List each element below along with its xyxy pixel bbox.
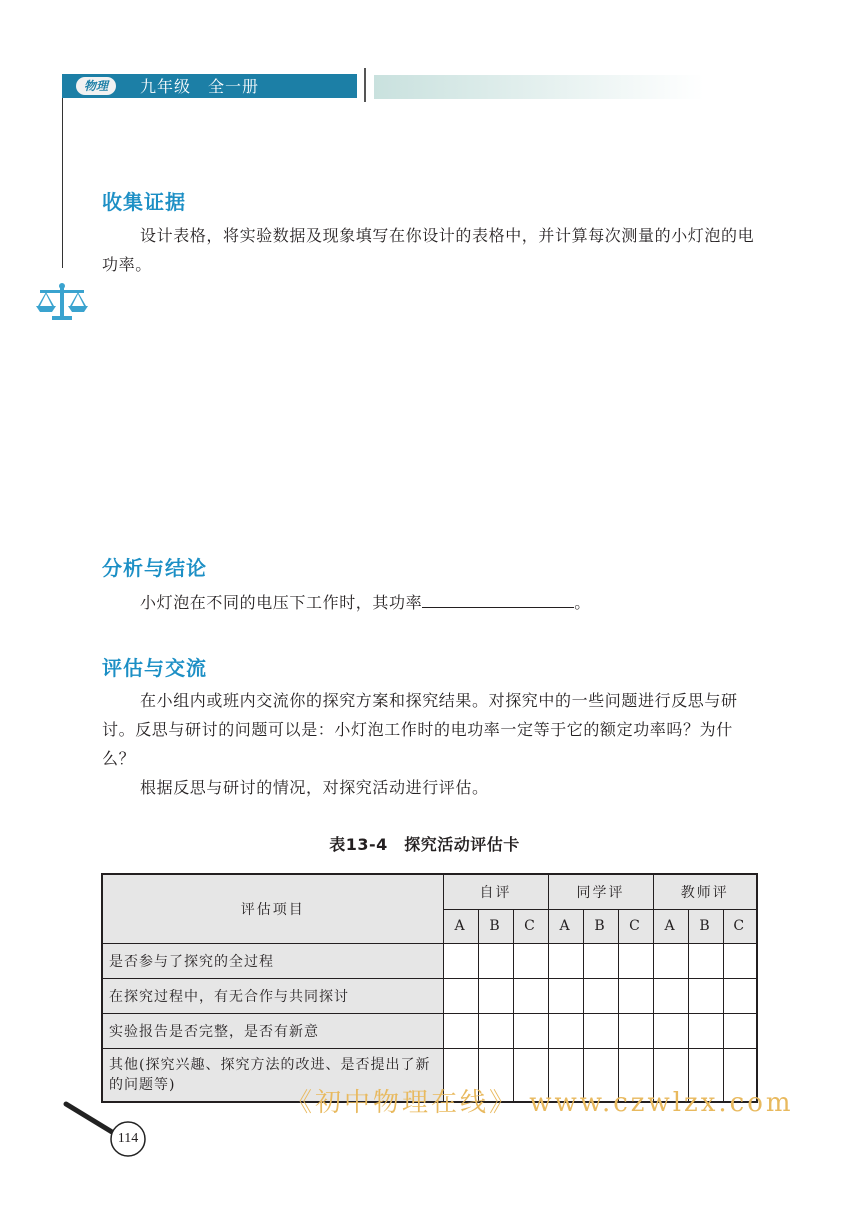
grade-cell[interactable] (478, 1013, 513, 1048)
watermark-text: 《初中物理在线》 www.czwlzx.com (286, 1088, 794, 1118)
group-header-self: 自评 (443, 874, 548, 909)
section-title-analysis: 分析与结论 (102, 556, 207, 580)
item-header: 评估项目 (102, 874, 443, 943)
grade-header: C (723, 909, 757, 943)
grade-cell[interactable] (723, 1013, 757, 1048)
grade-cell[interactable] (513, 943, 548, 978)
grade-header: B (688, 909, 723, 943)
grade-header: B (583, 909, 618, 943)
grade-cell[interactable] (653, 943, 688, 978)
grade-header: A (548, 909, 583, 943)
grade-cell[interactable] (723, 978, 757, 1013)
grade-cell[interactable] (548, 943, 583, 978)
book-title: 九年级 全一册 (140, 77, 260, 96)
analysis-end: 。 (574, 593, 591, 612)
row-label: 实验报告是否完整，是否有新意 (102, 1013, 443, 1048)
row-label: 在探究过程中，有无合作与共同探讨 (102, 978, 443, 1013)
row-label: 其他(探究兴趣、探究方法的改进、是否提出了新的问题等) (102, 1048, 443, 1102)
grade-cell[interactable] (688, 1013, 723, 1048)
analysis-text: 小灯泡在不同的电压下工作时，其功率 (140, 593, 423, 612)
balance-scale-icon (34, 282, 90, 322)
header-gradient-band (374, 75, 704, 99)
table-row (102, 978, 757, 1013)
grade-cell[interactable] (548, 1013, 583, 1048)
grade-cell[interactable] (513, 978, 548, 1013)
section-title-collect: 收集证据 (102, 190, 186, 214)
grade-cell[interactable] (443, 1013, 478, 1048)
grade-cell[interactable] (513, 1013, 548, 1048)
grade-cell[interactable] (443, 978, 478, 1013)
grade-cell[interactable] (583, 978, 618, 1013)
grade-header: A (653, 909, 688, 943)
grade-cell[interactable] (478, 943, 513, 978)
row-label: 是否参与了探究的全过程 (102, 943, 443, 978)
evaluate-paragraph-1: 在小组内或班内交流你的探究方案和探究结果。对探究中的一些问题进行反思与研讨。反思与研讨的问题可以是：小灯泡工作时的电功率一定等于它的额定功率吗？为什么？ (102, 691, 738, 768)
grade-cell[interactable] (618, 978, 653, 1013)
grade-cell[interactable] (548, 978, 583, 1013)
margin-line (62, 98, 63, 268)
grade-cell[interactable] (653, 1013, 688, 1048)
grade-cell[interactable] (478, 978, 513, 1013)
grade-cell[interactable] (443, 943, 478, 978)
group-header-peer: 同学评 (548, 874, 653, 909)
table-caption: 表13-4 探究活动评估卡 (329, 835, 520, 854)
grade-header: B (478, 909, 513, 943)
grade-cell[interactable] (583, 943, 618, 978)
evaluate-paragraph-2: 根据反思与研讨的情况，对探究活动进行评估。 (140, 778, 489, 797)
section-title-evaluate: 评估与交流 (102, 656, 207, 680)
grade-cell[interactable] (583, 1013, 618, 1048)
grade-cell[interactable] (618, 1013, 653, 1048)
grade-cell[interactable] (688, 978, 723, 1013)
group-header-teacher: 教师评 (653, 874, 757, 909)
subject-badge: 物理 (76, 77, 116, 95)
grade-header: A (443, 909, 478, 943)
analysis-paragraph (102, 588, 758, 617)
grade-header: C (513, 909, 548, 943)
grade-cell[interactable] (723, 943, 757, 978)
table-row (102, 1013, 757, 1048)
grade-header: C (618, 909, 653, 943)
grade-cell[interactable] (618, 943, 653, 978)
grade-cell[interactable] (653, 978, 688, 1013)
header-bar (62, 74, 357, 98)
table-row (102, 943, 757, 978)
grade-cell[interactable] (688, 943, 723, 978)
answer-blank[interactable] (422, 589, 574, 608)
collect-paragraph: 设计表格，将实验数据及现象填写在你设计的表格中，并计算每次测量的小灯泡的电功率。 (102, 226, 755, 274)
header-divider (364, 68, 366, 102)
page-number: 114 (117, 1131, 139, 1146)
evaluation-table (101, 873, 758, 1103)
